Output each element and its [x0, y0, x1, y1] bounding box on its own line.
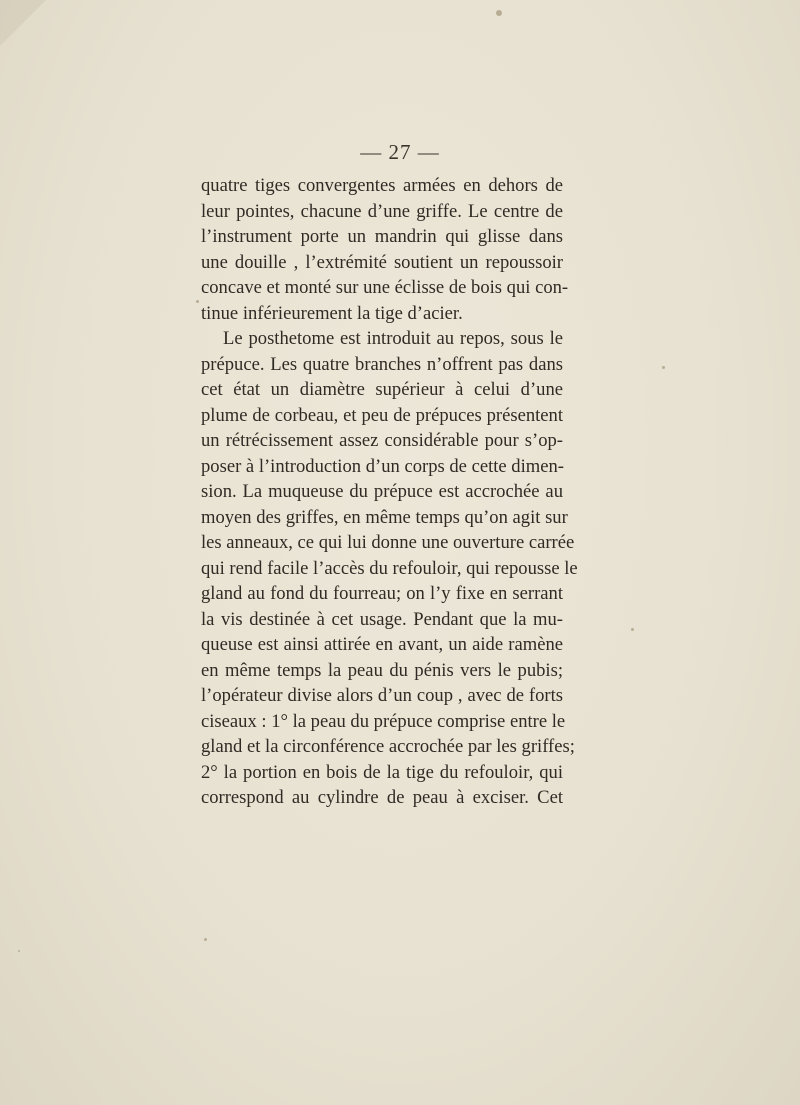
text-line: concave et monté sur une éclisse de bois qui con-: [201, 277, 569, 298]
text-line: quatre tiges convergentes armées en dehors de: [201, 175, 563, 196]
text-line: l’instrument porte un mandrin qui glisse dans: [201, 226, 563, 247]
text-line: cet état un diamètre supérieur à celui d’une: [201, 379, 563, 400]
text-line: une douille , l’extrémité soutient un repoussoir: [201, 251, 563, 273]
text-line: correspond au cylindre de peau à exciser. Cet: [201, 787, 563, 808]
text-line: gland et la circonférence accrochée par les griffes;: [201, 736, 575, 757]
page-number: — 27 —: [360, 140, 440, 164]
paper-speck: [662, 366, 665, 369]
body-text: [201, 173, 578, 811]
text-line: sion. La muqueuse du prépuce est accrochée au: [201, 481, 563, 502]
paragraph-1: [201, 173, 569, 326]
paper-speck: [496, 10, 502, 16]
paragraph-2: [201, 326, 578, 811]
paper-speck: [18, 950, 20, 952]
text-line: gland au fond du fourreau; on l’y fixe en serrant: [201, 583, 563, 604]
text-line: l’opérateur divise alors d’un coup , avec de forts: [201, 685, 563, 706]
paper-speck: [631, 628, 634, 631]
text-line: tinue inférieurement la tige d’acier.: [201, 302, 463, 324]
text-line: les anneaux, ce qui lui donne une ouverture carrée: [201, 532, 575, 553]
text-line: Le posthetome est introduit au repos, sous le: [223, 328, 563, 349]
text-line: ciseaux : 1° la peau du prépuce comprise entre le: [201, 710, 566, 732]
text-line: queuse est ainsi attirée en avant, un aide ramène: [201, 634, 563, 655]
text-line: un rétrécissement assez considérable pour s’op-: [201, 430, 563, 451]
text-line: 2° la portion en bois de la tige du refouloir, qui: [201, 761, 563, 783]
text-line: la vis destinée à cet usage. Pendant que la mu-: [201, 608, 563, 630]
page-corner-shadow: [0, 0, 46, 46]
text-line: moyen des griffes, en même temps qu’on agit sur: [201, 506, 568, 528]
text-line: en même temps la peau du pénis vers le pubis;: [201, 659, 563, 681]
text-line: qui rend facile l’accès du refouloir, qui repousse le: [201, 557, 578, 579]
text-line: prépuce. Les quatre branches n’offrent pas dans: [201, 353, 563, 375]
text-line: plume de corbeau, et peu de prépuces présentent: [201, 404, 563, 426]
paper-speck: [196, 300, 199, 303]
text-line: leur pointes, chacune d’une griffe. Le centre de: [201, 200, 563, 222]
text-line: poser à l’introduction d’un corps de cette dimen-: [201, 455, 564, 477]
paper-speck: [204, 938, 207, 941]
